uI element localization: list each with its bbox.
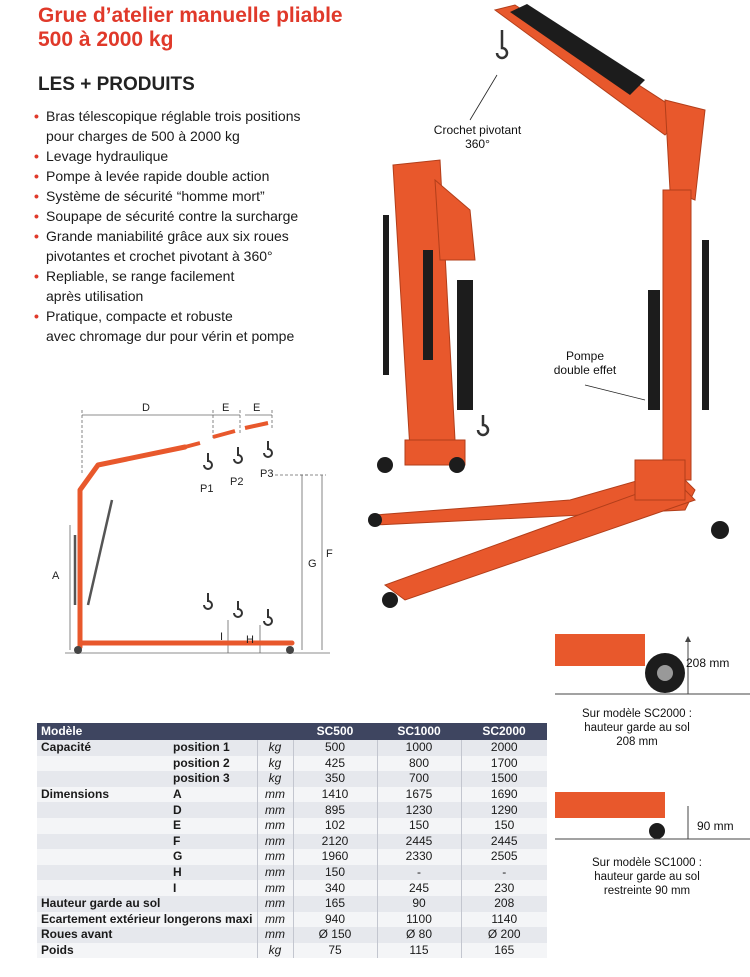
row-label: [37, 849, 169, 865]
row-value: 1000: [377, 740, 461, 756]
row-unit: mm: [257, 818, 293, 834]
table-header-model: SC2000: [461, 723, 547, 740]
table-row: [37, 740, 547, 756]
row-unit: mm: [257, 912, 293, 928]
row-sublabel: G: [169, 849, 257, 865]
feature-text: • Grande maniabilité grâce aux six roues: [46, 228, 289, 244]
row-value: 895: [293, 802, 377, 818]
table-row: [37, 865, 547, 881]
row-value: 1960: [293, 849, 377, 865]
page-title: [38, 4, 343, 52]
feature-text: • Bras télescopique réglable trois positions: [46, 108, 301, 124]
feature-text: • Levage hydraulique: [46, 148, 169, 164]
row-value: 1690: [461, 787, 547, 803]
feature-text: après utilisation: [46, 288, 144, 304]
feature-text: pivotantes et crochet pivotant à 360°: [46, 248, 273, 264]
annotation-pompe-line-1: Pompe: [565, 349, 605, 363]
detail-sc2000-caption-line-2: hauteur garde au sol: [584, 722, 690, 734]
table-row: [37, 818, 547, 834]
row-label: [37, 865, 169, 881]
row-value: 1675: [377, 787, 461, 803]
feature-text: • Pratique, compacte et robuste: [46, 308, 233, 324]
row-unit: kg: [257, 771, 293, 787]
row-label: [37, 818, 169, 834]
row-value: 245: [377, 880, 461, 896]
feature-item: [34, 186, 364, 206]
row-value: 1290: [461, 802, 547, 818]
label-G: G: [308, 558, 317, 570]
row-unit: mm: [257, 787, 293, 803]
row-value: 150: [377, 818, 461, 834]
detail-sc1000-caption: [572, 856, 722, 898]
row-value: 340: [293, 880, 377, 896]
label-P1: P1: [200, 483, 214, 495]
row-sublabel: E: [169, 818, 257, 834]
row-sublabel: F: [169, 834, 257, 850]
row-sublabel: position 2: [169, 756, 257, 772]
feature-text: • Pompe à levée rapide double action: [46, 168, 270, 184]
detail-sc1000-caption-line-3: restreinte 90 mm: [603, 885, 691, 897]
row-value: 75: [293, 943, 377, 959]
feature-text: avec chromage dur pour vérin et pompe: [46, 328, 295, 344]
feature-item: [34, 146, 364, 166]
table-row: [37, 756, 547, 772]
row-sublabel: H: [169, 865, 257, 881]
feature-item: [34, 206, 364, 226]
row-unit: mm: [257, 802, 293, 818]
row-unit: mm: [257, 927, 293, 943]
detail-sc1000-dimension: 90 mm: [697, 819, 734, 833]
feature-text: • Repliable, se range facilement: [46, 268, 235, 284]
table-row: [37, 802, 547, 818]
row-value: 800: [377, 756, 461, 772]
row-value: 1500: [461, 771, 547, 787]
row-sublabel: position 1: [169, 740, 257, 756]
row-label: Hauteur garde au sol: [37, 896, 257, 912]
label-F: F: [326, 548, 333, 560]
feature-text: • Système de sécurité “homme mort”: [46, 188, 265, 204]
table-row: [37, 943, 547, 959]
table-row: [37, 896, 547, 912]
row-label: Dimensions: [37, 787, 169, 803]
annotation-crochet: [415, 123, 540, 151]
row-value: 2330: [377, 849, 461, 865]
label-I: I: [220, 631, 224, 643]
label-P2: P2: [230, 476, 244, 488]
row-label: [37, 802, 169, 818]
row-label: [37, 756, 169, 772]
row-value: 1100: [377, 912, 461, 928]
row-value: 150: [461, 818, 547, 834]
table-body: [37, 740, 547, 958]
feature-text: • Soupape de sécurité contre la surcharge: [46, 208, 299, 224]
row-label: [37, 771, 169, 787]
row-value: 2505: [461, 849, 547, 865]
annotation-crochet-line-1: Crochet pivotant: [433, 123, 522, 137]
row-value: 165: [461, 943, 547, 959]
row-value: 150: [293, 865, 377, 881]
detail-sc2000-caption-line-1: Sur modèle SC2000 :: [582, 708, 692, 720]
feature-item: [34, 226, 364, 266]
row-value: 102: [293, 818, 377, 834]
row-label: [37, 834, 169, 850]
row-value: 2445: [377, 834, 461, 850]
row-unit: mm: [257, 865, 293, 881]
feature-item: [34, 266, 364, 306]
table-row: [37, 834, 547, 850]
row-label: Roues avant: [37, 927, 257, 943]
row-value: -: [377, 865, 461, 881]
row-value: 2120: [293, 834, 377, 850]
row-unit: kg: [257, 740, 293, 756]
row-value: Ø 200: [461, 927, 547, 943]
annotation-pompe: [540, 349, 630, 377]
feature-item: [34, 106, 364, 146]
row-sublabel: A: [169, 787, 257, 803]
row-unit: mm: [257, 880, 293, 896]
label-A: A: [52, 570, 60, 582]
row-label: Capacité: [37, 740, 169, 756]
table-header-label: Modèle: [37, 723, 293, 740]
row-unit: mm: [257, 896, 293, 912]
title-line-2: 500 à 2000 kg: [38, 28, 174, 51]
feature-item: [34, 166, 364, 186]
table-header-row: [37, 723, 547, 740]
row-value: 115: [377, 943, 461, 959]
detail-sc2000-caption-line-3: 208 mm: [616, 736, 658, 748]
label-E-1: E: [222, 402, 230, 414]
feature-item: [34, 306, 364, 346]
row-sublabel: position 3: [169, 771, 257, 787]
row-value: 1700: [461, 756, 547, 772]
crane-photo: [345, 0, 750, 620]
section-heading: LES + PRODUITS: [38, 74, 195, 95]
row-value: 230: [461, 880, 547, 896]
row-sublabel: I: [169, 880, 257, 896]
row-value: 208: [461, 896, 547, 912]
detail-sc1000-caption-line-1: Sur modèle SC1000 :: [592, 857, 702, 869]
row-sublabel: D: [169, 802, 257, 818]
row-value: -: [461, 865, 547, 881]
annotation-crochet-line-2: 360°: [465, 137, 490, 151]
spec-table: [37, 723, 547, 958]
row-value: Ø 150: [293, 927, 377, 943]
label-H: H: [246, 634, 254, 646]
row-value: 1140: [461, 912, 547, 928]
row-value: 350: [293, 771, 377, 787]
label-D: D: [142, 402, 150, 414]
label-E-2: E: [253, 402, 261, 414]
table-row: [37, 927, 547, 943]
row-value: Ø 80: [377, 927, 461, 943]
dimension-diagram: [40, 395, 340, 670]
table-row: [37, 771, 547, 787]
row-value: 1230: [377, 802, 461, 818]
detail-sc2000-caption: [567, 707, 707, 749]
label-P3: P3: [260, 468, 274, 480]
table-header-model: SC500: [293, 723, 377, 740]
row-label: [37, 880, 169, 896]
row-value: 500: [293, 740, 377, 756]
title-line-1: Grue d’atelier manuelle pliable: [38, 4, 343, 27]
row-value: 940: [293, 912, 377, 928]
row-unit: kg: [257, 943, 293, 959]
detail-sc2000-dimension: 208 mm: [686, 656, 730, 670]
row-label: Poids: [37, 943, 257, 959]
row-value: 90: [377, 896, 461, 912]
feature-list: [34, 106, 364, 346]
row-unit: mm: [257, 849, 293, 865]
row-value: 2000: [461, 740, 547, 756]
row-unit: kg: [257, 756, 293, 772]
row-value: 1410: [293, 787, 377, 803]
row-unit: mm: [257, 834, 293, 850]
annotation-pompe-line-2: double effet: [553, 363, 617, 377]
row-value: 2445: [461, 834, 547, 850]
row-value: 700: [377, 771, 461, 787]
detail-sc1000-photo: [555, 786, 750, 846]
table-header-model: SC1000: [377, 723, 461, 740]
feature-text: pour charges de 500 à 2000 kg: [46, 128, 240, 144]
row-value: 165: [293, 896, 377, 912]
table-row: [37, 912, 547, 928]
table-row: [37, 849, 547, 865]
row-label: Ecartement extérieur longerons maxi: [37, 912, 257, 928]
row-value: 425: [293, 756, 377, 772]
table-row: [37, 880, 547, 896]
table-row: [37, 787, 547, 803]
detail-sc1000-caption-line-2: hauteur garde au sol: [594, 871, 700, 883]
